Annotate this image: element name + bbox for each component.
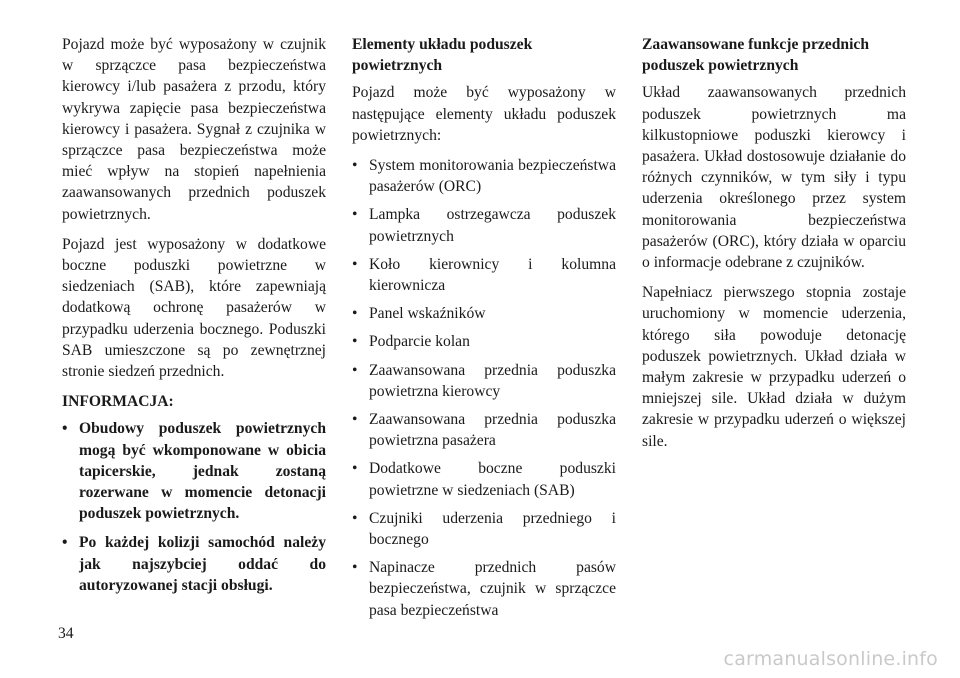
list-item: • Czujniki uderzenia przedniego i bocznego [352,508,616,550]
paragraph-seatbelt-sensor: Pojazd może być wyposażony w czujnik w sprzączce pasa bezpieczeństwa kierowcy i/lub pasażera z przodu, który wykrywa zapięcie pasa bezpieczeństwa kierowcy i pasażera. Sygnał z czujnika w sprzączce pasa bezpieczeństwa może mieć wpływ na stopień napełnienia zaawansowanych przednich poduszek powietrznych. [62,36,326,223]
paragraph-inflator-stages: Napełniacz pierwszego stopnia zostaje uruchomiony w momencie uderzenia, którego siła powoduje detonację poduszek powietrznych. Układ działa w małym zakresie w przypadku uderzeń o mniejszej sile. Układ działa w dużym zakresie w przypadku uderzeń o większej sile. [642,284,906,450]
list-item: • Zaawansowana przednia poduszka powietrzna pasażera [352,409,616,451]
info-item: • Po każdej kolizji samochód należy jak najszybciej oddać do autoryzowanej stacji obsługi. [62,532,326,596]
list-item: • Zaawansowana przednia poduszka powietrzna kierowcy [352,360,616,402]
list-item: • Dodatkowe boczne poduszki powietrzne w siedzeniach (SAB) [352,458,616,500]
info-item: • Obudowy poduszek powietrznych mogą być wkomponowane w obicia tapicerskie, jednak zostaną rozerwane w momencie detonacji poduszek powietrznych. [62,418,326,524]
list-item: • Napinacze przednich pasów bezpieczeństwa, czujnik w sprzączce pasa bezpieczeństwa [352,557,616,621]
list-item: • Panel wskaźników [352,303,616,324]
list-item: • Koło kierownicy i kolumna kierownicza [352,254,616,296]
components-list [352,155,616,621]
list-item: • Podparcie kolan [352,331,616,352]
paragraph-components-intro: Pojazd może być wyposażony w następujące elementy układu poduszek powietrznych: [352,84,616,144]
list-item: • System monitorowania bezpieczeństwa pasażerów (ORC) [352,155,616,197]
section-heading-components: Elementy układu poduszek powietrznych [352,36,533,75]
page-number: 34 [58,625,74,642]
section-heading-advanced-features: Zaawansowane funkcje przednich poduszek powietrznych [642,36,869,75]
middle-column [352,34,616,628]
list-item: • Lampka ostrzegawcza poduszek powietrznych [352,204,616,246]
watermark: carmanualsonline.info [723,648,938,670]
paragraph-advanced-system: Układ zaawansowanych przednich poduszek powietrznych ma kilkustopniowe poduszki kierowcy i pasażera. Układ dostosowuje działanie do różnych czynników, w tym siły i typu uderzenia określonego przez system monitorowania bezpieczeństwa pasażerów (ORC), który działa w oparciu o informacje odebrane z czujników. [642,84,906,272]
left-column [62,34,326,604]
right-column [642,34,906,461]
info-heading: INFORMACJA: [62,393,174,411]
paragraph-side-airbags: Pojazd jest wyposażony w dodatkowe boczne poduszki powietrzne w siedzeniach (SAB), które zapewniają dodatkową ochronę pasażerów w przypadku uderzenia bocznego. Poduszki SAB umieszczone są po zewnętrznej stronie siedzeń przednich. [62,235,326,381]
info-list [62,418,326,596]
